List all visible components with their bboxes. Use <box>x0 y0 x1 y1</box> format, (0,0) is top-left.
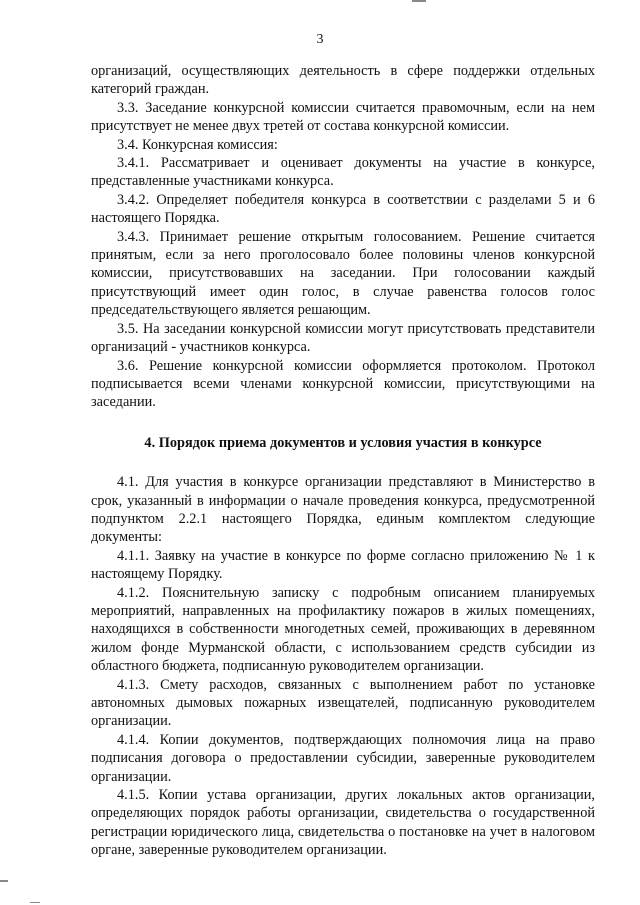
paragraph: 4.1. Для участия в конкурсе организации представляют в Министерство в срок, указанный в информации о начале проведения конкурса, предусмотренной подпунктом 2.2.1 настоящего Порядка, единым комплектом следующие документы: <box>91 474 595 546</box>
paragraph: 3.6. Решение конкурсной комиссии оформляется протоколом. Протокол подписывается всеми членами конкурсной комиссии, присутствующими на заседании. <box>91 357 595 411</box>
paragraph: 3.4. Конкурсная комиссия: <box>117 136 278 153</box>
paragraph: 4.1.4. Копии документов, подтверждающих полномочия лица на право подписания договора о предоставлении субсидии, заверенные руководителем организации. <box>91 731 595 785</box>
section-heading: 4. Порядок приема документов и условия участия в конкурсе <box>144 434 542 451</box>
paragraph: 3.4.2. Определяет победителя конкурса в соответствии с разделами 5 и 6 настоящего Порядка. <box>91 191 595 227</box>
paragraph: 4.1.5. Копии устава организации, других локальных актов организации, определяющих порядок работы организации, свидетельства о государственной регистрации юридического лица, свидетельства о постановке на учет в налоговом органе, заверенные руководителем организации. <box>91 787 595 859</box>
document-body <box>91 62 595 860</box>
paragraph: организаций, осуществляющих деятельность в сфере поддержки отдельных категорий граждан. <box>91 63 595 98</box>
paragraph: 3.4.1. Рассматривает и оценивает документы на участие в конкурсе, представленные участниками конкурса. <box>91 155 595 190</box>
paragraphs-section-4 <box>91 473 595 860</box>
paragraphs-section-3 <box>91 62 595 412</box>
paragraph: 4.1.3. Смету расходов, связанных с выполнением работ по установке автономных дымовых пожарных извещателей, подписанную руководителем организации. <box>91 676 595 730</box>
paragraph: 3.3. Заседание конкурсной комиссии считается правомочным, если на нем присутствует не менее двух третей от состава конкурсной комиссии. <box>91 99 595 135</box>
scan-mark-bottom-left <box>0 880 8 882</box>
paragraph: 4.1.2. Пояснительную записку с подробным описанием планируемых мероприятий, направленных на профилактику пожаров в жилых помещениях, находящихся в собственности многодетных семей, проживающих в деревянном жилом фонде Мурманской области, с использованием средств субсидии из областного бюджета, подписанную руководителем организации. <box>91 584 595 675</box>
paragraph: 3.4.3. Принимает решение открытым голосованием. Решение считается принятым, если за него проголосовало более половины членов конкурсной комиссии, присутствовавших на заседании. При голосовании каждый присутствующий имеет один голос, в случае равенства голосов голос председательствующего является решающим. <box>91 228 595 319</box>
scan-mark-bottom-left-2 <box>30 902 40 903</box>
scan-mark-top <box>412 0 426 2</box>
page-number: 3 <box>316 32 324 47</box>
paragraph: 3.5. На заседании конкурсной комиссии могут присутствовать представители организаций - участников конкурса. <box>91 320 595 356</box>
paragraph: 4.1.1. Заявку на участие в конкурсе по форме согласно приложению № 1 к настоящему Порядку. <box>91 547 595 583</box>
